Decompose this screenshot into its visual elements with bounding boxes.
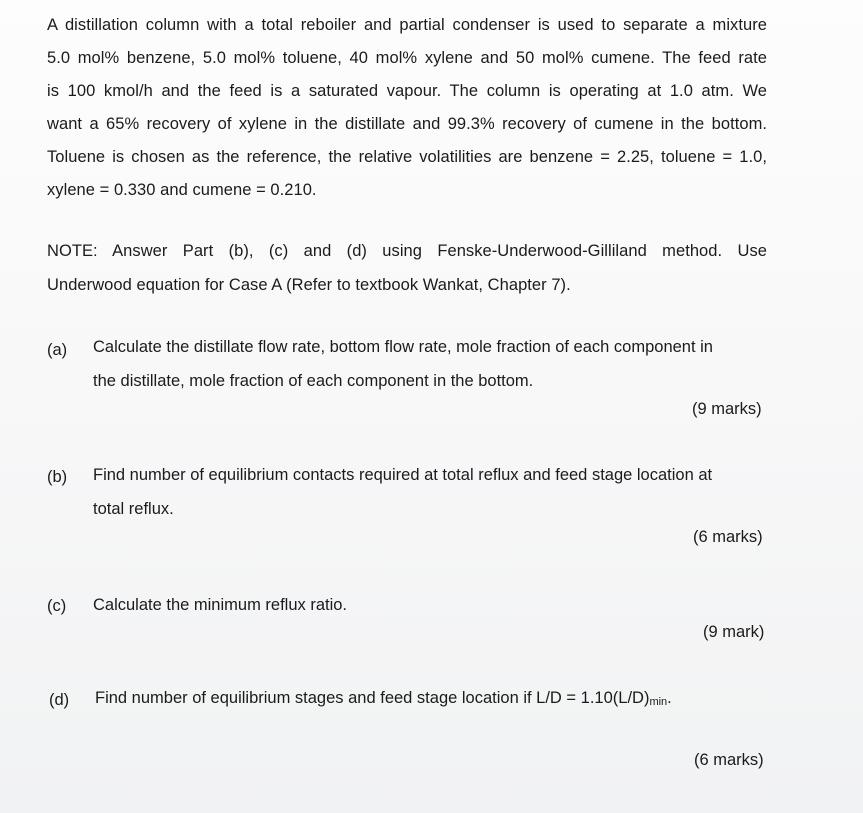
question-label: (c)	[47, 597, 67, 615]
intro-line: want a 65% recovery of xylene in the distillate and 99.3% recovery of cumene in the bottom.	[47, 115, 767, 133]
question-text-line	[95, 688, 672, 712]
question-label: (d)	[49, 691, 70, 709]
intro-line: Toluene is chosen as the reference, the relative volatilities are benzene = 2.25, toluene = 1.0,	[47, 148, 767, 166]
question-text-line: Calculate the distillate flow rate, bottom flow rate, mole fraction of each component in	[93, 338, 713, 356]
question-text-line: Calculate the minimum reflux ratio.	[93, 596, 348, 614]
intro-line: is 100 kmol/h and the feed is a saturated vapour. The column is operating at 1.0 atm. We	[47, 82, 767, 100]
question-text-line: the distillate, mole fraction of each component in the bottom.	[93, 372, 534, 390]
marks-label: (9 mark)	[703, 623, 765, 641]
marks-label: (6 marks)	[694, 751, 764, 769]
question-text-line: total reflux.	[93, 500, 174, 518]
question-label: (b)	[47, 468, 68, 486]
note-line: Underwood equation for Case A (Refer to textbook Wankat, Chapter 7).	[47, 276, 571, 294]
question-label: (a)	[47, 341, 68, 359]
intro-line: xylene = 0.330 and cumene = 0.210.	[47, 181, 317, 199]
note-line: NOTE: Answer Part (b), (c) and (d) using Fenske-Underwood-Gilliland method. Use	[47, 242, 767, 260]
question-text-line: Find number of equilibrium contacts required at total reflux and feed stage location at	[93, 466, 713, 484]
marks-label: (6 marks)	[693, 528, 763, 546]
question-text-end: .	[667, 689, 672, 707]
intro-line: 5.0 mol% benzene, 5.0 mol% toluene, 40 mol% xylene and 50 mol% cumene. The feed rate	[47, 49, 767, 67]
min-subscript: min	[649, 696, 668, 708]
marks-label: (9 marks)	[692, 400, 762, 418]
intro-line: A distillation column with a total reboiler and partial condenser is used to separate a mixture	[47, 16, 767, 34]
question-text-main: Find number of equilibrium stages and feed stage location if L/D = 1.10(L/D)	[95, 689, 650, 707]
